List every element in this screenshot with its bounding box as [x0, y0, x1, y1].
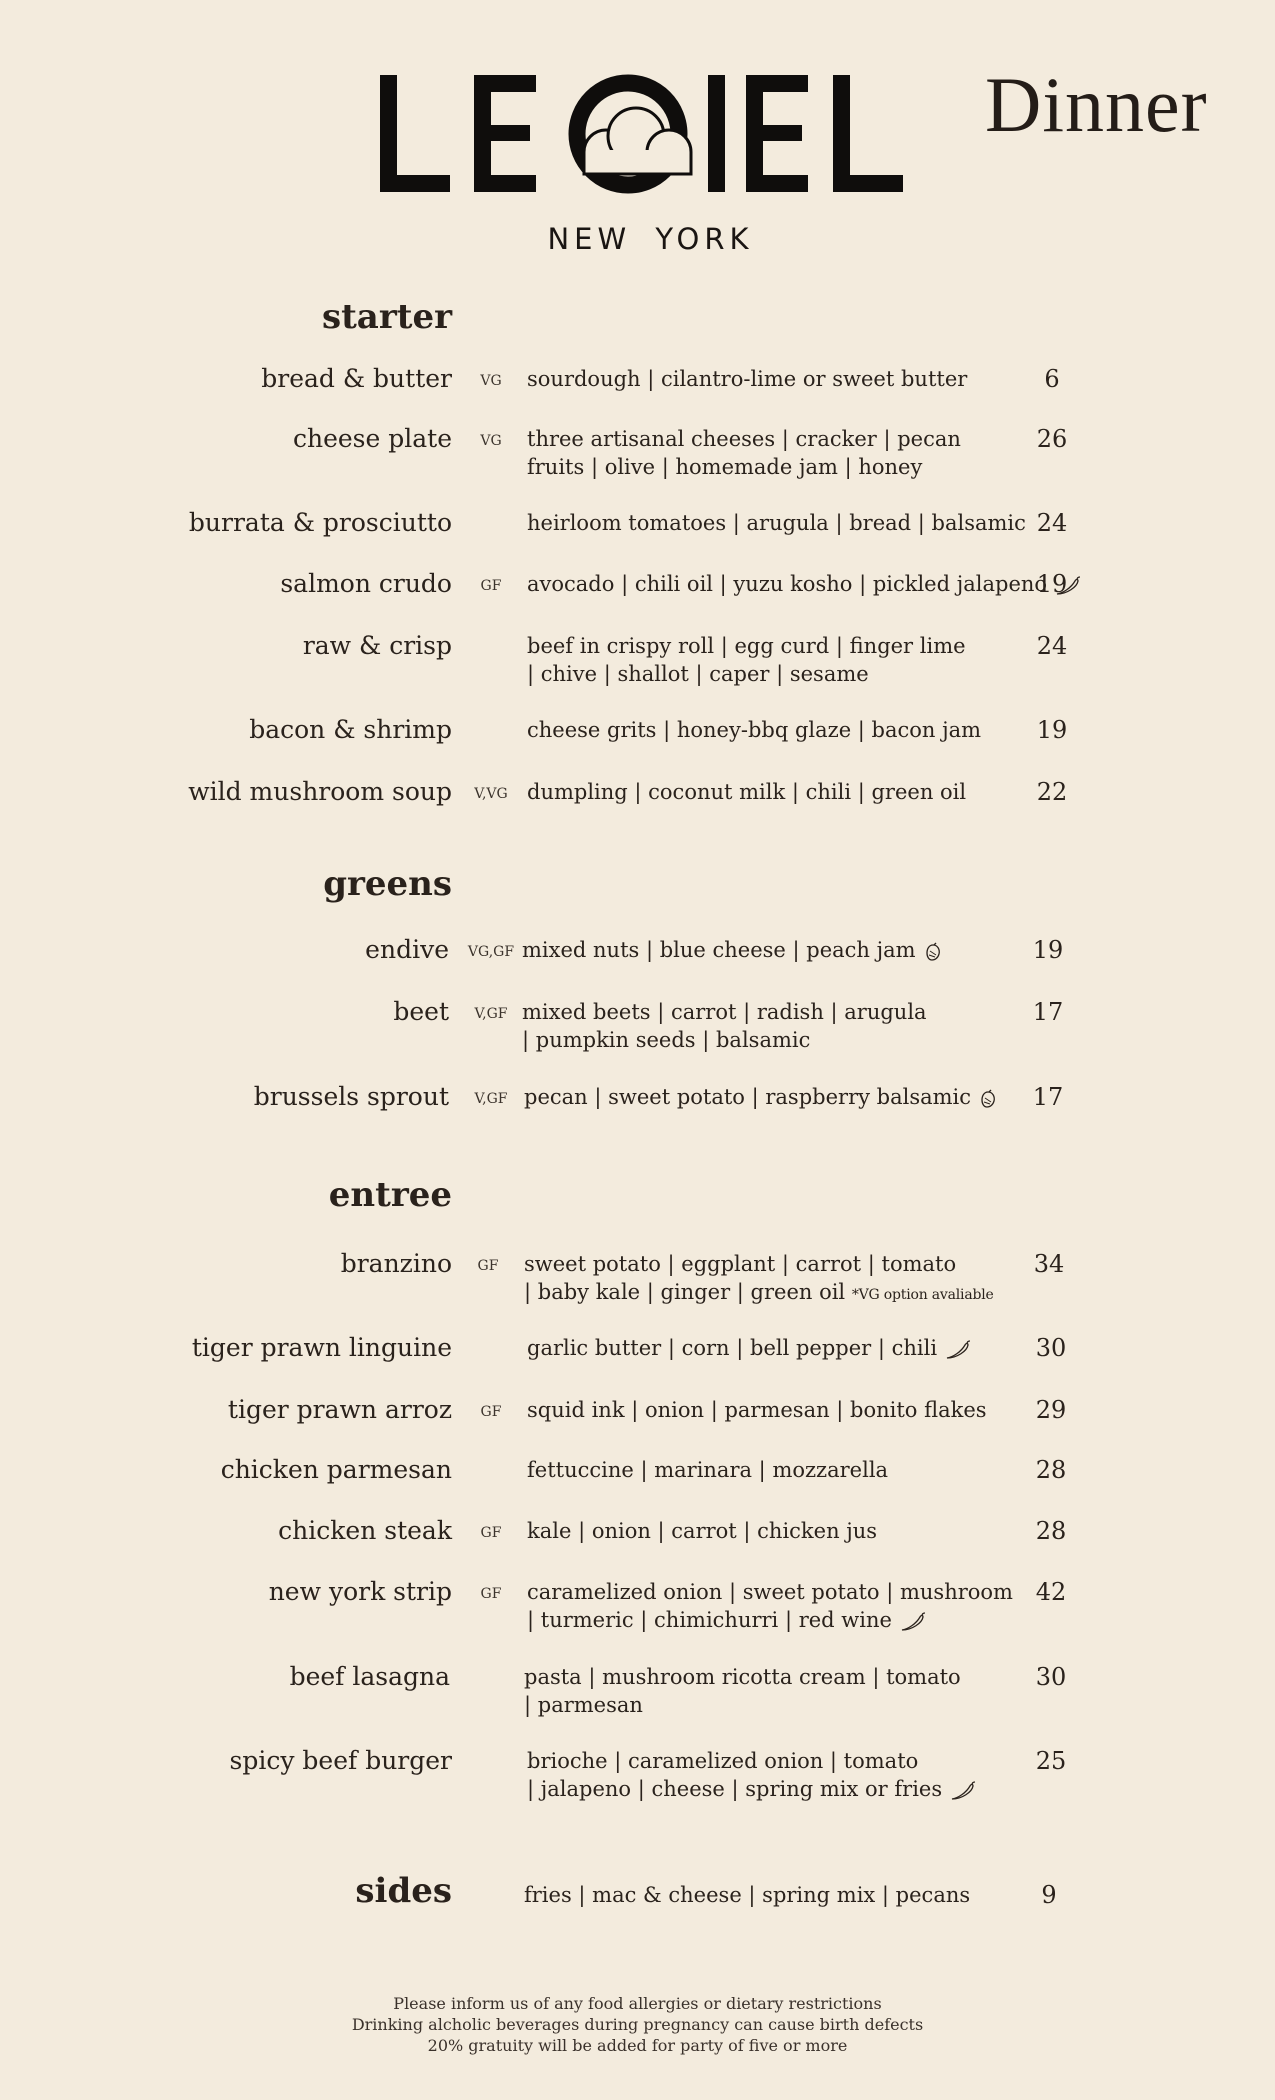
nut-icon [979, 1089, 997, 1109]
dietary-tag [462, 1663, 520, 1665]
description-line: fettuccine | marinara | mozzarella [527, 1458, 889, 1482]
item-price: 6 [1044, 365, 1060, 393]
description-line: | chive | shallot | caper | sesame [527, 662, 869, 686]
item-name: tiger prawn linguine [191, 1333, 452, 1362]
item-price: 22 [1036, 778, 1068, 806]
description-text: garlic butter | corn | bell pepper | chili [527, 1336, 938, 1360]
dietary-tag: V,VG [474, 786, 508, 802]
description-line [524, 1278, 994, 1309]
item-name: cheese plate [292, 424, 452, 453]
item-name: chicken steak [278, 1516, 452, 1545]
item-price: 28 [1035, 1517, 1067, 1545]
description-line: sweet potato | eggplant | carrot | tomato [524, 1252, 957, 1276]
dietary-tag: GF [477, 1258, 499, 1274]
dietary-tag [462, 1456, 520, 1458]
item-price: 34 [1033, 1250, 1065, 1278]
description-line: pasta | mushroom ricotta cream | tomato [524, 1665, 961, 1689]
item-description [527, 1517, 997, 1545]
item-description [527, 425, 997, 481]
item-name: salmon crudo [280, 569, 452, 598]
item-name: chicken parmesan [220, 1455, 452, 1484]
item-name: spicy beef burger [229, 1746, 452, 1775]
item-description [524, 1663, 994, 1719]
footer-notice [0, 1993, 1275, 2056]
description-line: three artisanal cheeses | cracker | pecan [527, 427, 961, 451]
description-line [527, 1606, 997, 1634]
item-description [527, 365, 997, 393]
item-description [527, 570, 1048, 598]
item-description [527, 1396, 997, 1424]
dietary-tag [462, 1334, 520, 1336]
allergy-notice: Please inform us of any food allergies or dietary restrictions [393, 1994, 882, 2013]
description-line: fruits | olive | homemade jam | honey [527, 455, 923, 479]
item-name: brussels sprout [253, 1082, 449, 1111]
item-name: endive [365, 935, 449, 964]
item-price: 30 [1035, 1334, 1067, 1362]
item-price: 24 [1036, 509, 1068, 537]
dietary-tag [462, 1747, 520, 1749]
alcohol-warning: Drinking alcholic beverages during pregnancy can cause birth defects [351, 2015, 924, 2034]
item-name: bread & butter [261, 364, 452, 393]
description-text: | baby kale | ginger | green oil [524, 1280, 846, 1304]
dietary-tag: GF [480, 578, 502, 594]
vegan-option-note: *VG option avaliable [851, 1287, 994, 1303]
item-price: 17 [1032, 998, 1064, 1026]
item-description [527, 1747, 997, 1803]
menu-type-title: Dinner [985, 61, 1208, 148]
description-line: heirloom tomatoes | arugula | bread | balsamic [527, 511, 1026, 535]
section-title-greens: greens [323, 864, 452, 904]
description-line [522, 936, 992, 964]
item-description [527, 509, 1026, 537]
description-line: | pumpkin seeds | balsamic [522, 1028, 811, 1052]
section-title-sides: sides [355, 1871, 452, 1911]
dietary-tag: GF [480, 1525, 502, 1541]
dietary-tag [462, 632, 520, 634]
restaurant-logo [378, 72, 923, 202]
item-name: bacon & shrimp [249, 715, 452, 744]
section-title-starter: starter [321, 297, 452, 337]
item-description [522, 936, 992, 964]
item-description [524, 1881, 994, 1909]
description-line: mixed beets | carrot | radish | arugula [522, 1000, 927, 1024]
description-line: kale | onion | carrot | chicken jus [527, 1519, 878, 1543]
dietary-tag: V,GF [474, 1091, 508, 1107]
nut-icon [924, 942, 942, 962]
dietary-tag [462, 509, 520, 511]
description-text: | turmeric | chimichurri | red wine [527, 1608, 892, 1632]
description-line: cheese grits | honey-bbq glaze | bacon jam [527, 718, 982, 742]
item-name: tiger prawn arroz [227, 1395, 452, 1424]
dietary-tag: VG [480, 433, 502, 449]
item-price: 28 [1035, 1456, 1067, 1484]
item-price: 19 [1036, 570, 1068, 598]
chili-icon [900, 1612, 926, 1632]
item-price: 9 [1041, 1881, 1057, 1909]
dietary-tag: GF [480, 1586, 502, 1602]
description-line: beef in crispy roll | egg curd | finger lime [527, 634, 966, 658]
description-line: squid ink | onion | parmesan | bonito flakes [527, 1398, 987, 1422]
item-name: new york strip [268, 1577, 452, 1606]
dietary-tag [462, 716, 520, 718]
item-price: 19 [1036, 716, 1068, 744]
item-price: 29 [1035, 1396, 1067, 1424]
description-line: | parmesan [524, 1693, 643, 1717]
chili-icon [945, 1340, 971, 1360]
item-name: burrata & prosciutto [188, 508, 452, 537]
item-description [524, 1083, 994, 1111]
description-text: pecan | sweet potato | raspberry balsamic [524, 1085, 972, 1109]
gratuity-notice: 20% gratuity will be added for party of five or more [427, 2036, 848, 2055]
description-text: avocado | chili oil | yuzu kosho | pickled jalapeno [527, 572, 1048, 596]
item-price: 17 [1032, 1083, 1064, 1111]
chili-icon [950, 1781, 976, 1801]
item-description [527, 1334, 997, 1362]
dietary-tag: VG [480, 373, 502, 389]
dietary-tag: V,GF [474, 1006, 508, 1022]
description-text: | jalapeno | cheese | spring mix or fries [527, 1777, 943, 1801]
description-line [524, 1083, 994, 1111]
description-line: sourdough | cilantro-lime or sweet butter [527, 367, 968, 391]
item-price: 30 [1035, 1663, 1067, 1691]
description-line: dumpling | coconut milk | chili | green oil [527, 780, 967, 804]
item-description [524, 1250, 994, 1309]
description-line [527, 1775, 997, 1803]
item-name: raw & crisp [302, 631, 452, 660]
item-price: 24 [1036, 632, 1068, 660]
description-line [527, 570, 1048, 598]
item-price: 19 [1032, 936, 1064, 964]
item-description [527, 1456, 997, 1484]
item-name: beef lasagna [289, 1662, 450, 1691]
item-name: branzino [340, 1249, 452, 1278]
dietary-tag: VG,GF [467, 944, 515, 960]
description-line [527, 1334, 997, 1362]
description-text: mixed nuts | blue cheese | peach jam [522, 938, 916, 962]
item-price: 25 [1035, 1747, 1067, 1775]
item-description [527, 778, 997, 806]
item-name: beet [393, 997, 449, 1026]
item-price: 26 [1036, 425, 1068, 453]
section-title-entree: entree [328, 1175, 452, 1215]
item-name: wild mushroom soup [188, 777, 452, 806]
dietary-tag: GF [480, 1404, 502, 1420]
description-line: caramelized onion | sweet potato | mushroom [527, 1580, 1013, 1604]
description-line: brioche | caramelized onion | tomato [527, 1749, 919, 1773]
item-description [527, 1578, 1013, 1634]
item-description [527, 632, 997, 688]
item-description [522, 998, 992, 1054]
description-line: fries | mac & cheese | spring mix | pecans [524, 1883, 971, 1907]
restaurant-location: NEW YORK [547, 222, 754, 256]
item-price: 42 [1035, 1578, 1067, 1606]
item-description [527, 716, 997, 744]
